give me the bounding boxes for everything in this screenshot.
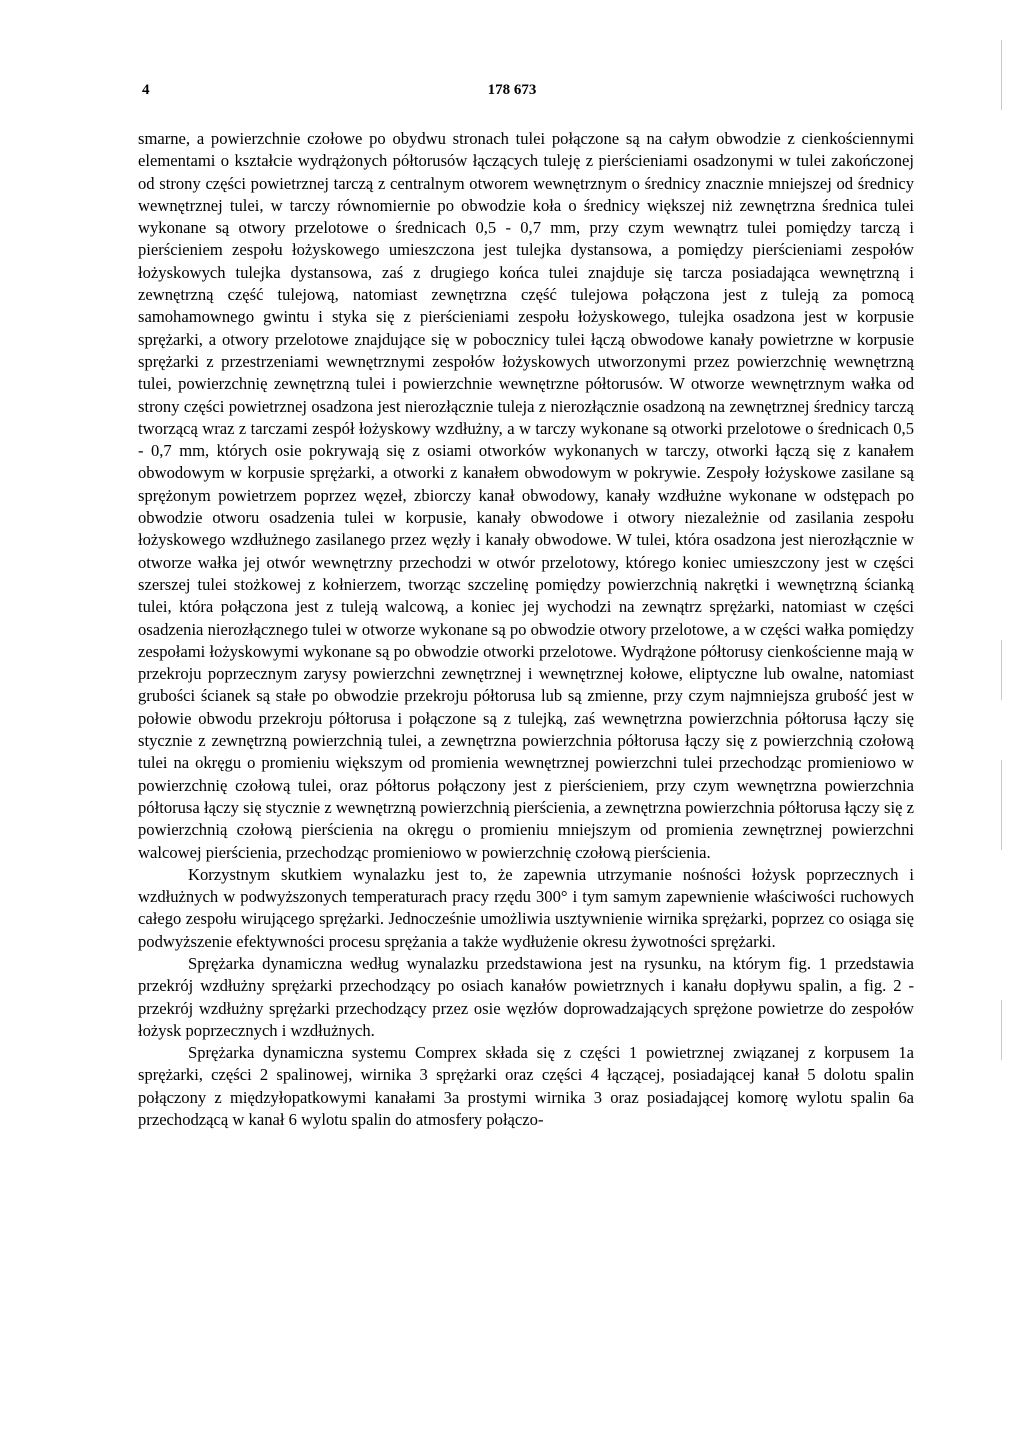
scan-margin-mark [1001, 40, 1002, 110]
scan-margin-mark [1001, 1000, 1002, 1060]
paragraph-description: Sprężarka dynamiczna systemu Comprex składa się z części 1 powietrznej związanej z korpusem 1a sprężarki, części 2 spalinowej, wirnika 3 sprężarki oraz części 4 łączącej, posiadającej kanał 5 dolotu spalin połączony z międzyłopatkowymi kanałami 3a prostymi wirnika 3 oraz posiadającej komorę wylotu spalin 6a przechodzącą w kanał 6 wylotu spalin do atmosfery połączo- [138, 1043, 914, 1130]
scan-margin-mark [1001, 760, 1002, 850]
document-number: 178 673 [487, 82, 537, 98]
paragraph-advantages: Korzystnym skutkiem wynalazku jest to, że zapewnia utrzymanie nośności łożysk poprzecznych i wzdłużnych w podwyższonych temperaturach pracy rzędu 300° i tym samym zapewnienie właściwości ruchowych całego zespołu wirującego sprężarki. Jednocześnie umożliwia usztywnienie wirnika sprężarki, poprzez co osiąga się podwyższenie efektywności procesu sprężania a także wydłużenie okresu żywotności sprężarki. [138, 864, 914, 951]
scan-margin-mark [1001, 640, 1002, 700]
paragraph-claims-continuation: smarne, a powierzchnie czołowe po obydwu stronach tulei połączone są na całym obwodzie z cienkościennymi elementami o kształcie wydrążonych półtorusów łączących tuleję z pierścieniami osadzonymi w tulei zakończonej od strony części powietrznej tarczą z centralnym otworem wewnętrznym o średnicy znacznie mniejszej od średnicy wewnętrznej tulei, w tarczy równomiernie po obwodzie koła o średnicy większej niż zewnętrzna średnica tulei wykonane są otwory przelotowe o średnicach 0,5 - 0,7 mm, przy czym wewnątrz tulei pomiędzy tarczą i pierścieniem zespołu łożyskowego umieszczona jest tulejka dystansowa, a pomiędzy pierścieniami zespołów łożyskowych tulejka dystansowa, zaś z drugiego końca tulei znajduje się tarcza posiadająca wewnętrzną i zewnętrzną część tulejową, natomiast zewnętrzna część tulejowa połączona jest z tuleją za pomocą samohamownego gwintu i styka się z pierścieniami zespołu łożyskowego, tulejka osadzona jest w korpusie sprężarki, a otwory przelotowe znajdujące się w pobocznicy tulei łączą obwodowe kanały powietrzne w korpusie sprężarki z przestrzeniami wewnętrznymi zespołów łożyskowych utworzonymi przez powierzchnię wewnętrzną tulei, powierzchnię zewnętrzną tulei i powierzchnie wewnętrzne półtorusów. W otworze wewnętrznym wałka od strony części powietrznej osadzona jest nierozłącznie tuleja z nierozłącznie osadzoną na zewnętrznej średnicy tarczą tworzącą wraz z tarczami zespół łożyskowy wzdłużny, a w tarczy wykonane są otworki przelotowe o średnicach 0,5 - 0,7 mm, których osie pokrywają się z osiami otworków wykonanych w tarczy, otworki łączą się z kanałem obwodowym w korpusie sprężarki, a otworki z kanałem obwodowym w pokrywie. Zespoły łożyskowe zasilane są sprężonym powietrzem poprzez węzeł, zbiorczy kanał obwodowy, kanały wzdłużne wykonane w odstępach po obwodzie otworu osadzenia tulei w korpusie, kanały obwodowe i otwory niezależnie od zasilania zespołu łożyskowego wzdłużnego zasilanego przez węzły i kanały obwodowe. W tulei, która osadzona jest nierozłącznie w otworze wałka jej otwór wewnętrzny przechodzi w otwór przelotowy, którego koniec umieszczony jest w części szerszej tulei stożkowej z kołnierzem, tworząc szczelinę pomiędzy powierzchnią nakrętki i wewnętrzną ścianką tulei, która połączona jest z tuleją walcową, a koniec jej wychodzi na zewnątrz sprężarki, natomiast w części osadzenia nierozłącznego tulei w otworze wykonane są po obwodzie otwory przelotowe, a w części wałka pomiędzy zespołami łożyskowymi wykonane są po obwodzie otworki przelotowe. Wydrążone półtorusy cienkościenne mają w przekroju poprzecznym zarysy powierzchni zewnętrznej i wewnętrznej kołowe, eliptyczne lub owalne, natomiast grubości ścianek są stałe po obwodzie przekroju półtorusa lub są zmienne, przy czym najmniejsza grubość jest w połowie obwodu przekroju półtorusa i połączone są z tulejką, zaś wewnętrzna powierzchnia półtorusa łączy się stycznie z zewnętrzną powierzchnią tulei, a zewnętrzna powierzchnia półtorusa łączy się z powierzchnią czołową tulei na okręgu o promieniu większym od promienia wewnętrznej powierzchni tulei przechodząc promieniowo w powierzchnię czołową tulei, oraz półtorus połączony jest z pierścieniem, przy czym wewnętrzna powierzchnia półtorusa łączy się stycznie z wewnętrzną powierzchnią pierścienia, a zewnętrzna powierzchnia półtorusa łączy się z powierzchnią czołową pierścienia na okręgu o promieniu mniejszym od promienia zewnętrznej powierzchni walcowej pierścienia, przechodząc promieniowo w powierzchnię czołową pierścienia. [138, 129, 914, 862]
paragraph-figures: Sprężarka dynamiczna według wynalazku przedstawiona jest na rysunku, na którym fig. 1 przedstawia przekrój wzdłużny sprężarki przechodzący po osiach kanałów powietrznych i kanału dopływu spalin, a fig. 2 - przekrój wzdłużny sprężarki przechodzący przez osie węzłów doprowadzających sprężone powietrze do zespołów łożysk poprzecznych i wzdłużnych. [138, 953, 914, 1040]
body-text [138, 128, 914, 1131]
page-number: 4 [142, 82, 150, 98]
page-header [0, 82, 1024, 106]
